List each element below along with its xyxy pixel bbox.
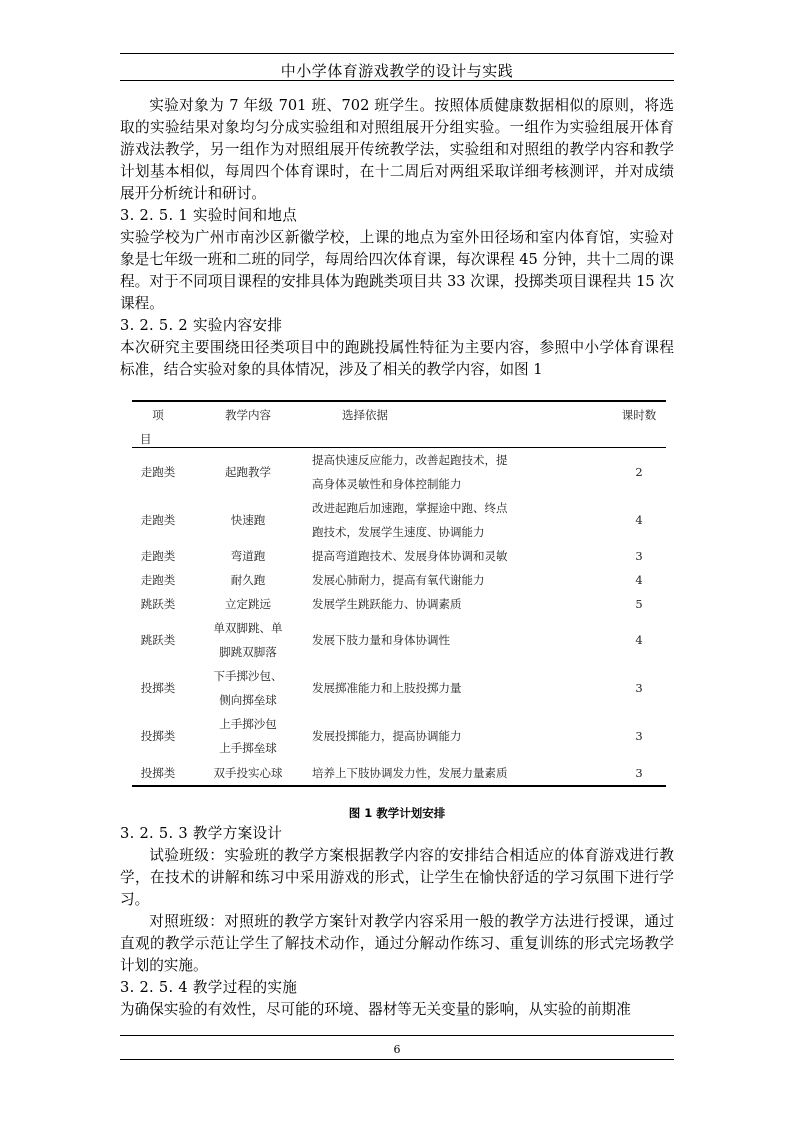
- cell-content-line2: 上手掷垒球: [219, 741, 277, 755]
- table-row: [132, 592, 666, 616]
- header-cell-hours: 课时数: [621, 408, 657, 422]
- cell-content: [184, 664, 312, 712]
- cell-basis-line2: 跑技术，发展学生速度、协调能力: [312, 525, 485, 539]
- cell-hours: 3: [635, 549, 643, 563]
- cell-content-line1: 下手掷沙包、: [213, 669, 283, 683]
- table-row: [132, 568, 666, 592]
- paragraph: 本次研究主要围绕田径类项目中的跑跳投属性特征为主要内容，参照中小学体育课程标准，结合实验对象的具体情况，涉及了相关的教学内容，如图 1: [120, 339, 674, 378]
- cell-content: 耐久跑: [230, 573, 266, 587]
- table-row: [132, 760, 666, 786]
- cell-item: 跳跃类: [140, 633, 176, 647]
- section-heading: 3. 2. 5. 1 实验时间和地点: [120, 207, 298, 224]
- cell-content: [184, 712, 312, 760]
- header-cell-item: [132, 401, 184, 448]
- section-heading: 3. 2. 5. 2 实验内容安排: [120, 317, 283, 334]
- cell-hours: 5: [635, 597, 643, 611]
- header-rule: [120, 53, 674, 54]
- page-number: 6: [393, 1043, 401, 1056]
- figure-caption: 图 1 教学计划安排: [348, 806, 446, 820]
- cell-basis: 提高弯道跑技术、发展身体协调和灵敏: [312, 549, 508, 563]
- cell-content: [184, 616, 312, 664]
- cell-hours: 3: [635, 729, 643, 743]
- cell-hours: 4: [635, 573, 643, 587]
- header-rule-bottom: [120, 80, 674, 81]
- cell-content-line2: 侧向掷垒球: [219, 693, 277, 707]
- paragraph: 实验对象为 7 年级 701 班、702 班学生。按照体质健康数据相似的原则，将选取的实验结果对象均匀分成实验组和对照组展开分组实验。一组作为实验组展开体育游戏法教学，另一组作为对照组展开传统教学法，实验组和对照组的教学内容和教学计划基本相似，每周四个体育课时，在十二周后对两组采取详细考核测评，并对成绩展开分析统计和研讨。: [120, 97, 674, 202]
- table-row: [132, 712, 666, 760]
- cell-basis-line1: 改进起跑后加速跑，掌握途中跑、终点: [312, 501, 508, 515]
- cell-basis: 发展下肢力量和身体协调性: [312, 633, 450, 647]
- cell-basis-line1: 提高快速反应能力，改善起跑技术，提: [312, 453, 508, 467]
- cell-item: 走跑类: [140, 549, 176, 563]
- footer-rule-bottom: [120, 1059, 674, 1060]
- running-header-title: 中小学体育游戏教学的设计与实践: [280, 62, 514, 80]
- table-row: [132, 544, 666, 568]
- footer-rule: [120, 1035, 674, 1036]
- header-cell-basis: 选择依据: [342, 408, 388, 422]
- section-heading: 3. 2. 5. 4 教学过程的实施: [120, 979, 298, 996]
- cell-basis: 发展投掷能力，提高协调能力: [312, 729, 462, 743]
- cell-content: 弯道跑: [230, 549, 266, 563]
- paragraph: 试验班级：实验班的教学方案根据教学内容的安排结合相适应的体育游戏进行教学，在技术的讲解和练习中采用游戏的形式，让学生在愉快舒适的学习氛围下进行学习。: [120, 847, 674, 908]
- cell-item: 走跑类: [140, 513, 176, 527]
- table-header-row: [132, 401, 666, 448]
- cell-hours: 4: [635, 633, 643, 647]
- teaching-plan-table: [132, 401, 666, 787]
- cell-hours: 4: [635, 513, 643, 527]
- cell-content: 起跑教学: [225, 465, 271, 479]
- cell-item: 走跑类: [140, 573, 176, 587]
- cell-basis: [312, 448, 612, 497]
- cell-hours: 3: [635, 681, 643, 695]
- cell-item: 投掷类: [140, 729, 176, 743]
- cell-basis-line2: 高身体灵敏性和身体控制能力: [312, 477, 462, 491]
- cell-content-line1: 单双脚跳、单: [213, 621, 283, 635]
- paragraph: 为确保实验的有效性，尽可能的环境、器材等无关变量的影响，从实验的前期准: [120, 1001, 631, 1018]
- header-item-line2: 目: [140, 432, 152, 446]
- cell-item: 走跑类: [140, 465, 176, 479]
- section-heading: 3. 2. 5. 3 教学方案设计: [120, 825, 283, 842]
- table-row: [132, 616, 666, 664]
- table-row: [132, 664, 666, 712]
- cell-basis: 发展掷准能力和上肢投掷力量: [312, 681, 462, 695]
- paragraph: 对照班级：对照班的教学方案针对教学内容采用一般的教学方法进行授课，通过直观的教学示范让学生了解技术动作，通过分解动作练习、重复训练的形式完场教学计划的实施。: [120, 913, 674, 974]
- cell-basis: [312, 496, 612, 544]
- header-item-line1: 项: [152, 408, 164, 422]
- body-text-top: [120, 95, 674, 381]
- cell-content-line1: 上手掷沙包: [219, 717, 277, 731]
- table-row: [132, 448, 666, 497]
- cell-hours: 2: [635, 465, 643, 479]
- cell-content: 双手投实心球: [213, 765, 283, 780]
- cell-item: 投掷类: [140, 681, 176, 695]
- cell-content: 立定跳远: [225, 597, 271, 611]
- cell-item: 投掷类: [140, 765, 176, 780]
- paragraph: 实验学校为广州市南沙区新徽学校，上课的地点为室外田径场和室内体育馆，实验对象是七年级一班和二班的同学，每周给四次体育课，每次课程 45 分钟，共十二周的课程。对于不同项目课程的安排具体为跑跳类项目共 33 次课，投掷类项目课程共 15 次课程。: [120, 229, 674, 312]
- cell-basis: 培养上下肢协调发力性，发展力量素质: [312, 765, 508, 780]
- body-text-bottom: [120, 823, 674, 1021]
- cell-item: 跳跃类: [140, 597, 176, 611]
- cell-hours: 3: [635, 765, 643, 780]
- cell-content: 快速跑: [230, 513, 266, 527]
- cell-basis: 发展心肺耐力，提高有氧代谢能力: [312, 573, 485, 587]
- cell-content-line2: 脚跳双脚落: [219, 645, 277, 659]
- cell-basis: 发展学生跳跃能力、协调素质: [312, 597, 462, 611]
- header-cell-content: 教学内容: [225, 408, 271, 422]
- table-row: [132, 496, 666, 544]
